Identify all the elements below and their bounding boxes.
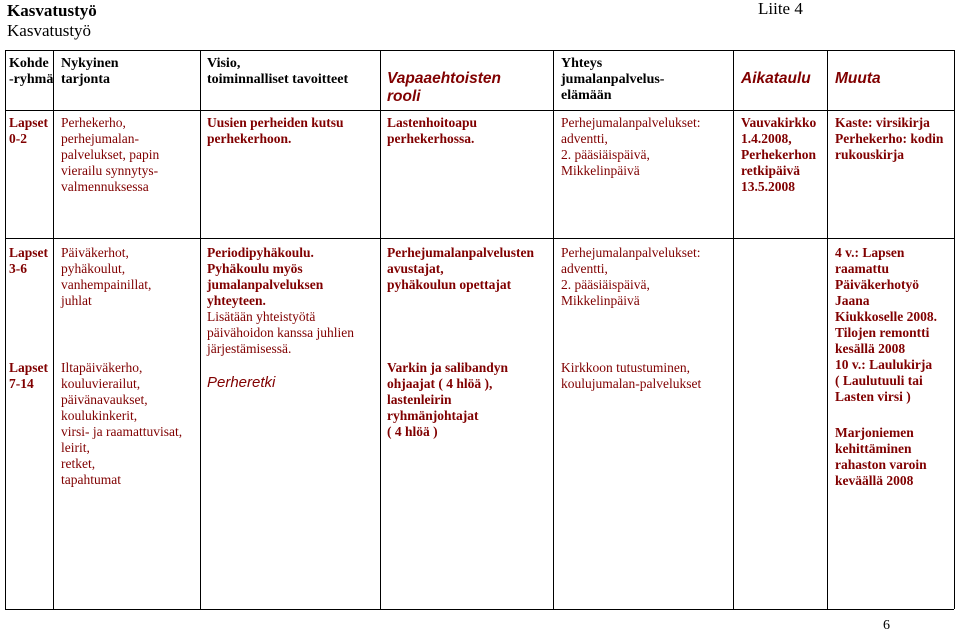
header-volunteer-2: rooli [387,88,421,105]
header-volunteer-1: Vapaaehtoisten [387,70,501,87]
header-current-2: tarjonta [61,72,110,87]
header-target-1: Kohde [9,56,49,71]
header-vision-1: Visio, [207,56,241,71]
header-other: Muuta [835,70,881,87]
header-connection-1: Yhteys [561,56,603,71]
attachment-label: Liite 4 [758,0,803,18]
header-schedule: Aikataulu [741,70,811,87]
header-target-2: -ryhmä [9,72,54,87]
header-current-1: Nykyinen [61,56,119,71]
header-connection-2: jumalanpalvelus- [561,72,665,87]
document-title: Kasvatustyö [7,1,97,20]
page-number: 6 [883,618,890,633]
perheretki-label: Perheretki [207,374,276,391]
header-vision-2: toiminnalliset tavoitteet [207,72,349,87]
header-connection-3: elämään [561,88,612,103]
document-subtitle: Kasvatustyö [7,21,92,40]
